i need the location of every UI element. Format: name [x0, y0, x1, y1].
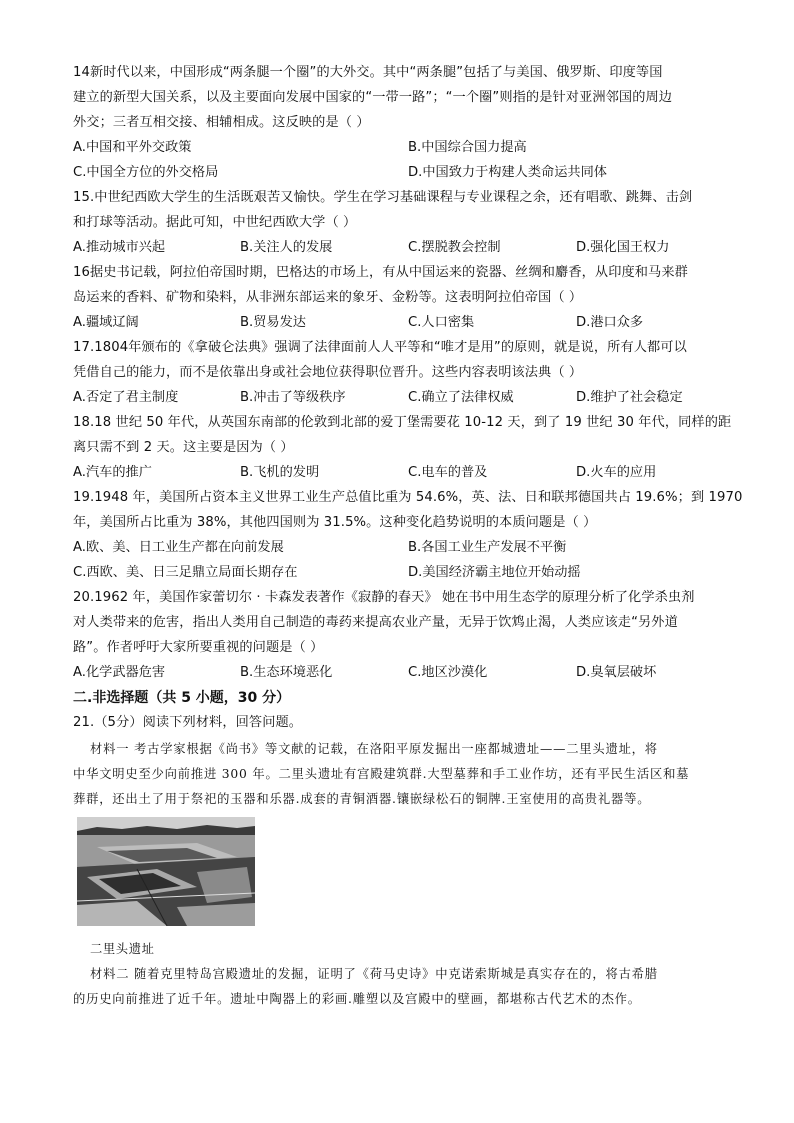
q19-option-d: D.美国经济霸主地位开始动摇 — [408, 565, 581, 580]
q15-option-c: C.摆脱教会控制 — [408, 240, 501, 255]
q16-option-d: D.港口众多 — [576, 315, 644, 330]
q17-option-d: D.维护了社会稳定 — [576, 390, 683, 405]
q17-option-a: A.否定了君主制度 — [73, 390, 179, 405]
q18-option-a: A.汽车的推广 — [73, 465, 152, 480]
material1-line-1: 材料一 考古学家根据《尚书》等文献的记载，在洛阳平原发掘出一座都城遗址——二里头遗址，将 — [90, 742, 658, 756]
material2-line-1: 材料二 随着克里特岛宫殿遗址的发掘，证明了《荷马史诗》中克诺索斯城是真实存在的，将古希腊 — [90, 967, 658, 981]
q20-option-c: C.地区沙漠化 — [408, 665, 488, 680]
q18-line-1: 18.18 世纪 50 年代，从英国东南部的伦敦到北部的爱丁堡需要花 10-12 天，到了 19 世纪 30 年代，同样的距 — [73, 415, 732, 430]
q16-option-a: A.疆域辽阔 — [73, 315, 139, 330]
q20-option-b: B.生态环境恶化 — [240, 665, 333, 680]
q20-option-a: A.化学武器危害 — [73, 665, 166, 680]
section-title: 二.非选择题（共 5 小题，30 分） — [73, 690, 291, 706]
q15-line-1: 15.中世纪西欧大学生的生活既艰苦又愉快。学生在学习基础课程与专业课程之余，还有唱歌、跳舞、击剑 — [73, 190, 693, 205]
q20-option-d: D.臭氧层破坏 — [576, 665, 657, 680]
q17-line-2: 凭借自己的能力，而不是依靠出身或社会地位获得职位晋升。这些内容表明该法典（ ） — [73, 365, 583, 380]
q19-line-1: 19.1948 年，美国所占资本主义世界工业生产总值比重为 54.6%，英、法、日和联邦德国共占 19.6%；到 1970 — [73, 490, 743, 505]
q17-option-c: C.确立了法律权威 — [408, 390, 514, 405]
q15-option-d: D.强化国王权力 — [576, 240, 670, 255]
erlitou-site-photo — [77, 817, 255, 926]
q19-option-a: A.欧、美、日工业生产都在向前发展 — [73, 540, 284, 555]
q14-option-c: C.中国全方位的外交格局 — [73, 165, 219, 180]
q20-line-1: 20.1962 年，美国作家蕾切尔 · 卡森发表著作《寂静的春天》 她在书中用生态学的原理分析了化学杀虫剂 — [73, 590, 695, 605]
q16-option-c: C.人口密集 — [408, 315, 475, 330]
q21-intro: 21.（5分）阅读下列材料，回答问题。 — [73, 715, 303, 730]
q19-line-2: 年，美国所占比重为 38%，其他四国则为 31.5%。这种变化趋势说明的本质问题是（ ） — [73, 515, 597, 530]
q18-line-2: 离只需不到 2 天。这主要是因为（ ） — [73, 440, 294, 455]
q20-line-2: 对人类带来的危害，指出人类用自己制造的毒药来提高农业产量，无异于饮鸩止渴，人类应该走“另外道 — [73, 615, 678, 630]
material2-line-2: 的历史向前推进了近千年。遗址中陶器上的彩画.雕塑以及宫殿中的壁画，都堪称古代艺术的杰作。 — [73, 992, 641, 1006]
q16-option-b: B.贸易发达 — [240, 315, 306, 330]
q18-option-d: D.火车的应用 — [576, 465, 657, 480]
q20-line-3: 路”。作者呼吁大家所要重视的问题是（ ） — [73, 640, 324, 655]
photo-caption: 二里头遗址 — [90, 942, 155, 956]
q14-line-3: 外交；三者互相交接、相辅相成。这反映的是（ ） — [73, 115, 370, 130]
q14-option-b: B.中国综合国力提高 — [408, 140, 527, 155]
q15-option-b: B.关注人的发展 — [240, 240, 333, 255]
q16-line-1: 16据史书记载，阿拉伯帝国时期，巴格达的市场上，有从中国运来的瓷器、丝绸和麝香，从印度和马来群 — [73, 265, 688, 280]
material1-line-3: 葬群，还出土了用于祭祀的玉器和乐器.成套的青铜酒器.镶嵌绿松石的铜牌.王室使用的高贵礼器等。 — [73, 792, 651, 806]
q18-option-c: C.电车的普及 — [408, 465, 488, 480]
q19-option-b: B.各国工业生产发展不平衡 — [408, 540, 567, 555]
q14-option-d: D.中国致力于构建人类命运共同体 — [408, 165, 607, 180]
q15-option-a: A.推动城市兴起 — [73, 240, 166, 255]
q16-line-2: 岛运来的香料、矿物和染料，从非洲东部运来的象牙、金粉等。这表明阿拉伯帝国（ ） — [73, 290, 583, 305]
q17-option-b: B.冲击了等级秩序 — [240, 390, 346, 405]
q14-option-a: A.中国和平外交政策 — [73, 140, 192, 155]
q14-line-1: 14新时代以来，中国形成“两条腿一个圈”的大外交。其中“两条腿”包括了与美国、俄罗斯、印度等国 — [73, 65, 663, 80]
q18-option-b: B.飞机的发明 — [240, 465, 320, 480]
material1-line-2: 中华文明史至少向前推进 300 年。二里头遗址有宫殿建筑群.大型墓葬和手工业作坊，还有平民生活区和墓 — [73, 767, 690, 781]
q15-line-2: 和打球等活动。据此可知，中世纪西欧大学（ ） — [73, 215, 357, 230]
q17-line-1: 17.1804年颁布的《拿破仑法典》强调了法律面前人人平等和“唯才是用”的原则，就是说，所有人都可以 — [73, 340, 687, 355]
q14-line-2: 建立的新型大国关系，以及主要面向发展中国家的“一带一路”；“一个圈”则指的是针对亚洲邻国的周边 — [73, 90, 673, 105]
q19-option-c: C.西欧、美、日三足鼎立局面长期存在 — [73, 565, 298, 580]
